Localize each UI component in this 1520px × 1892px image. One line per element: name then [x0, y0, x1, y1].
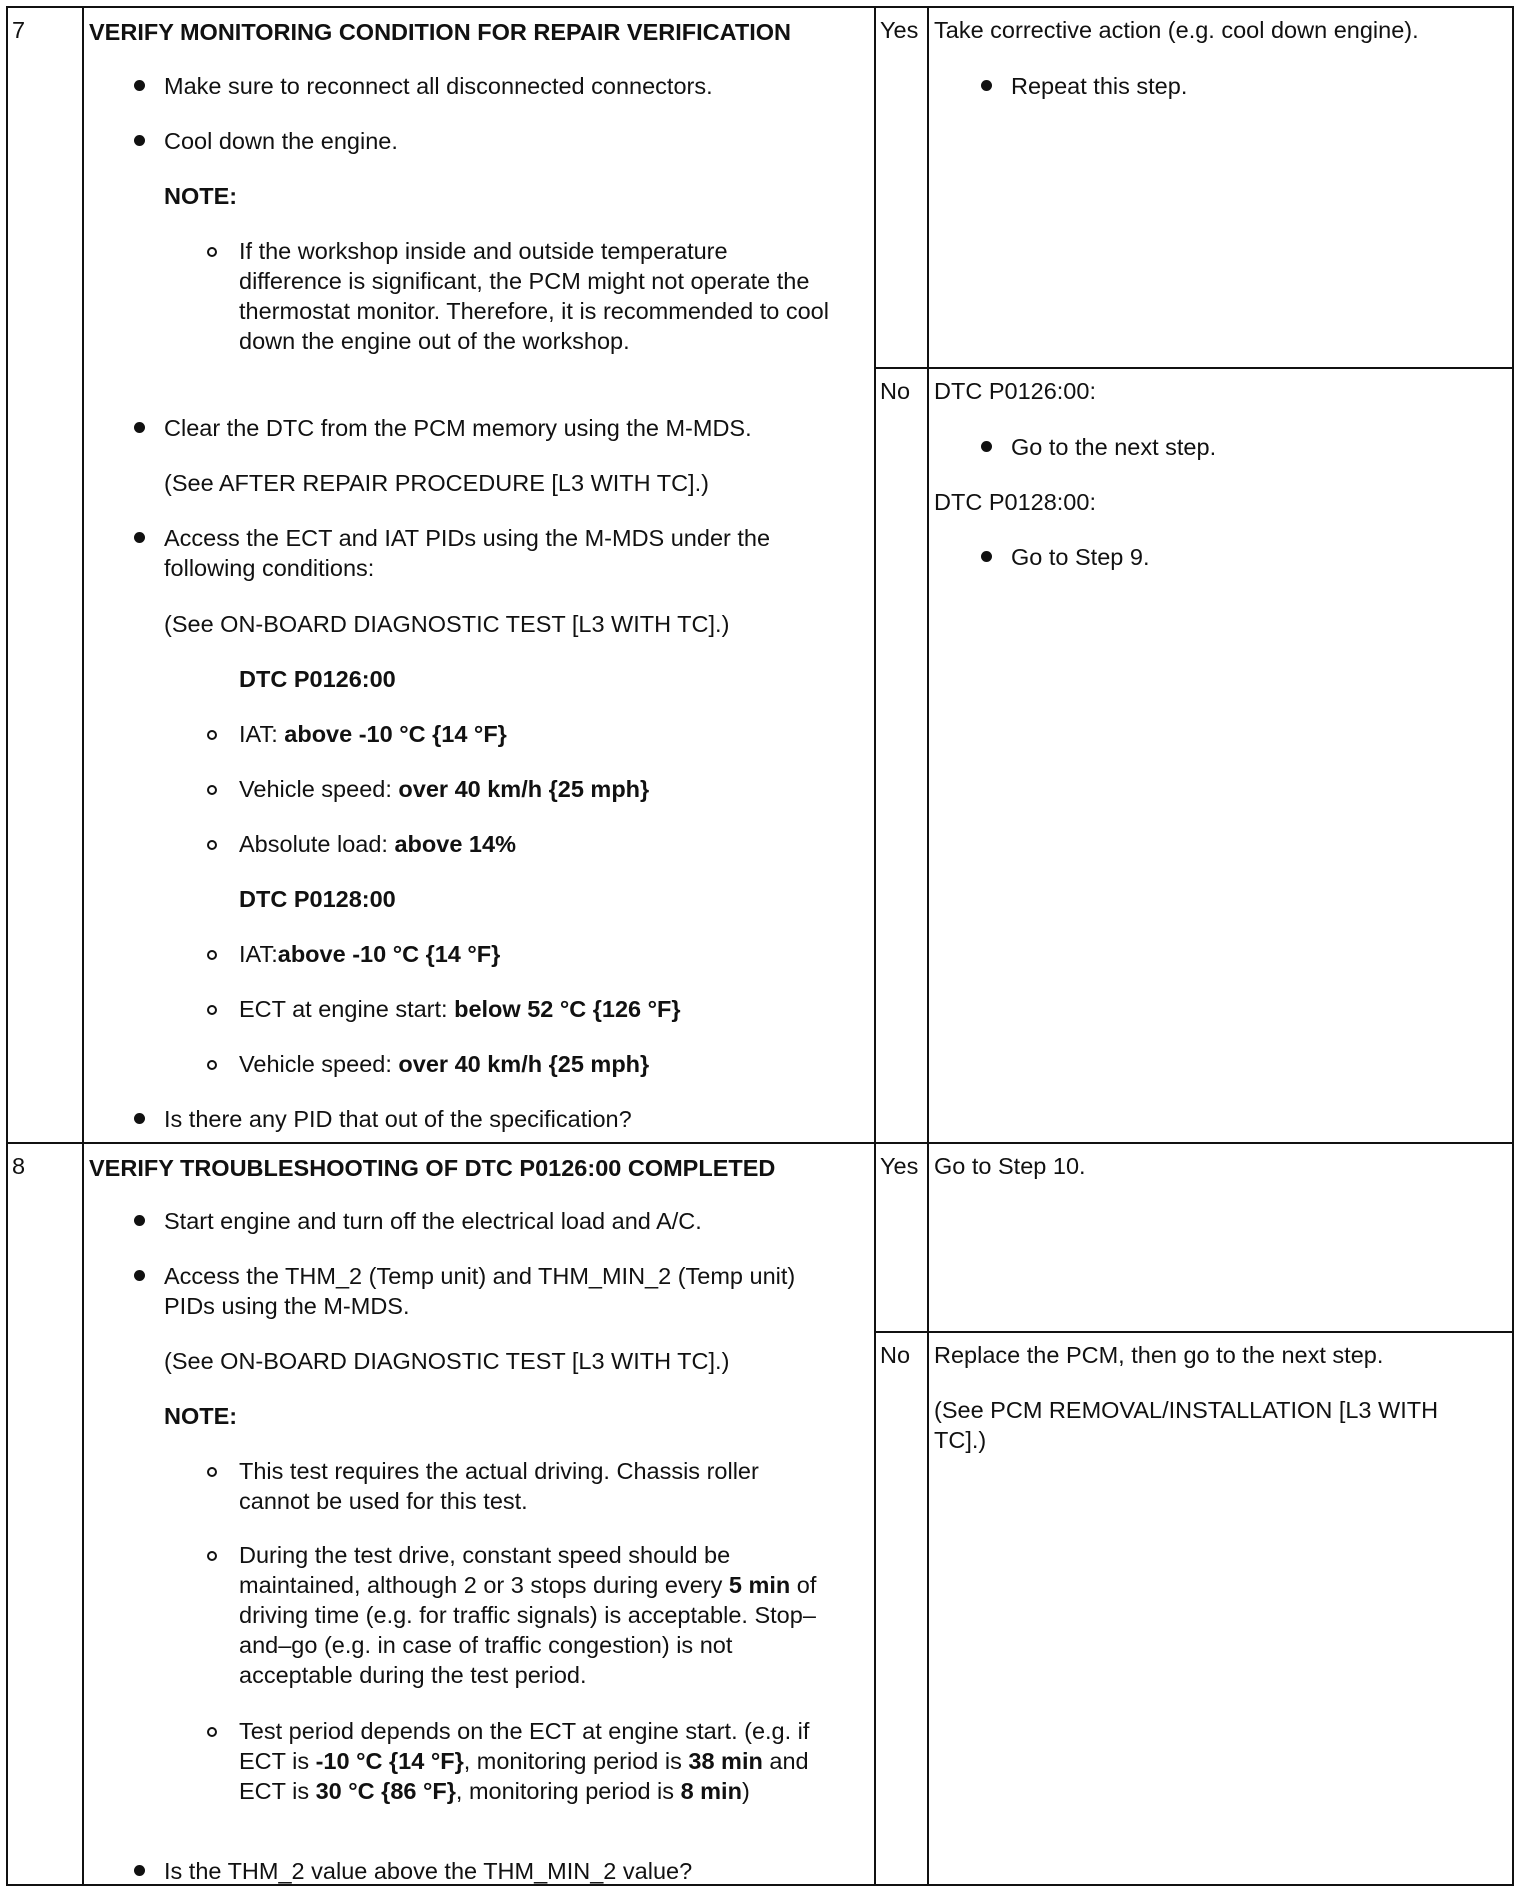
instruction-question: Is there any PID that out of the specification? — [164, 1106, 632, 1132]
step-number: 7 — [12, 17, 26, 43]
condition-iat: IAT:above -10 °C {14 °F} — [239, 941, 501, 967]
column-divider-result — [927, 6, 929, 1886]
bullet-icon — [134, 80, 145, 91]
bullet-icon — [981, 551, 992, 562]
bullet-icon — [134, 1270, 145, 1281]
sub-bullet-icon — [207, 950, 217, 960]
result-yes-label: Yes — [880, 17, 919, 43]
result-yes-bullet: Repeat this step. — [1011, 73, 1188, 99]
sub-bullet-icon — [207, 1551, 217, 1561]
result-no-label: No — [880, 378, 911, 404]
sub-bullet-icon — [207, 840, 217, 850]
sub-bullet-icon — [207, 1060, 217, 1070]
result-no-dtc-p0126: DTC P0126:00: — [934, 378, 1096, 404]
condition-absolute-load: Absolute load: above 14% — [239, 831, 516, 857]
reference-pcm-removal: (See PCM REMOVAL/INSTALLATION [L3 WITH TC].) — [934, 1397, 1439, 1453]
bullet-icon — [134, 422, 145, 433]
result-no-next-step: Go to the next step. — [1011, 434, 1217, 460]
instruction-access-pids: Access the ECT and IAT PIDs using the M-MDS under the following conditions: — [164, 525, 771, 581]
result-no-label: No — [880, 1342, 911, 1368]
result-yes-label: Yes — [880, 1153, 919, 1179]
instruction-access-thm: Access the THM_2 (Temp unit) and THM_MIN_2 (Temp unit) PIDs using the M-MDS. — [164, 1263, 796, 1319]
sub-bullet-icon — [207, 1467, 217, 1477]
column-divider-step — [82, 6, 84, 1886]
sub-bullet-icon — [207, 247, 217, 257]
sub-bullet-icon — [207, 1005, 217, 1015]
note-text: If the workshop inside and outside temperature difference is significant, the PCM might not operate the thermostat monitor. Therefore, it is recommended to cool down the engine out of the workshop. — [239, 238, 829, 354]
condition-heading-p0126: DTC P0126:00 — [239, 666, 396, 692]
condition-vehicle-speed: Vehicle speed: over 40 km/h {25 mph} — [239, 776, 650, 802]
bullet-icon — [134, 532, 145, 543]
bullet-icon — [981, 441, 992, 452]
result-no-goto-step9: Go to Step 9. — [1011, 544, 1150, 570]
note-text-constant-speed: During the test drive, constant speed should be maintained, although 2 or 3 stops during every 5 min of driving time (e.g. for traffic signals) is acceptable. Stop–and–go (e.g. in case of traffic congestion) is not acceptable during the test period. — [239, 1542, 817, 1688]
instruction-start-engine: Start engine and turn off the electrical load and A/C. — [164, 1208, 702, 1234]
sub-bullet-icon — [207, 785, 217, 795]
step-title: VERIFY TROUBLESHOOTING OF DTC P0126:00 COMPLETED — [89, 1155, 776, 1181]
reference-after-repair: (See AFTER REPAIR PROCEDURE [L3 WITH TC].) — [164, 470, 709, 496]
row-divider-step7-8 — [6, 1142, 1514, 1144]
bullet-icon — [134, 1215, 145, 1226]
condition-heading-p0128: DTC P0128:00 — [239, 886, 396, 912]
note-text-actual-driving: This test requires the actual driving. Chassis roller cannot be used for this test. — [239, 1458, 759, 1514]
condition-ect-start: ECT at engine start: below 52 °C {126 °F} — [239, 996, 681, 1022]
instruction-clear-dtc: Clear the DTC from the PCM memory using the M-MDS. — [164, 415, 752, 441]
note-text-test-period: Test period depends on the ECT at engine start. (e.g. if ECT is -10 °C {14 °F}, monitoring period is 38 min and ECT is 30 °C {86 °F}, monitoring period is 8 min) — [239, 1718, 810, 1804]
column-divider-action — [874, 6, 876, 1886]
sub-bullet-icon — [207, 730, 217, 740]
result-yes-action: Take corrective action (e.g. cool down engine). — [934, 17, 1419, 43]
note-label: NOTE: — [164, 1403, 238, 1429]
result-yes-action: Go to Step 10. — [934, 1153, 1086, 1179]
instruction-question: Is the THM_2 value above the THM_MIN_2 value? — [164, 1858, 693, 1884]
sub-bullet-icon — [207, 1727, 217, 1737]
row-divider-step8-yes-no — [874, 1331, 1514, 1333]
bullet-icon — [134, 135, 145, 146]
bullet-icon — [134, 1865, 145, 1876]
condition-iat: IAT: above -10 °C {14 °F} — [239, 721, 507, 747]
table-border-right — [1512, 6, 1514, 1886]
reference-obd-test: (See ON-BOARD DIAGNOSTIC TEST [L3 WITH TC].) — [164, 611, 730, 637]
result-no-action: Replace the PCM, then go to the next step. — [934, 1342, 1384, 1368]
reference-obd-test: (See ON-BOARD DIAGNOSTIC TEST [L3 WITH TC].) — [164, 1348, 730, 1374]
result-no-dtc-p0128: DTC P0128:00: — [934, 489, 1096, 515]
condition-vehicle-speed: Vehicle speed: over 40 km/h {25 mph} — [239, 1051, 650, 1077]
instruction-cool-down: Cool down the engine. — [164, 128, 398, 154]
table-border-top — [6, 6, 1514, 8]
bullet-icon — [981, 80, 992, 91]
diagnostic-procedure-table — [6, 6, 1514, 1886]
note-label: NOTE: — [164, 183, 238, 209]
row-divider-step7-yes-no — [874, 367, 1514, 369]
instruction-reconnect: Make sure to reconnect all disconnected connectors. — [164, 73, 713, 99]
step-title: VERIFY MONITORING CONDITION FOR REPAIR VERIFICATION — [89, 19, 791, 45]
step-number: 8 — [12, 1153, 26, 1179]
bullet-icon — [134, 1113, 145, 1124]
table-border-left — [6, 6, 8, 1886]
